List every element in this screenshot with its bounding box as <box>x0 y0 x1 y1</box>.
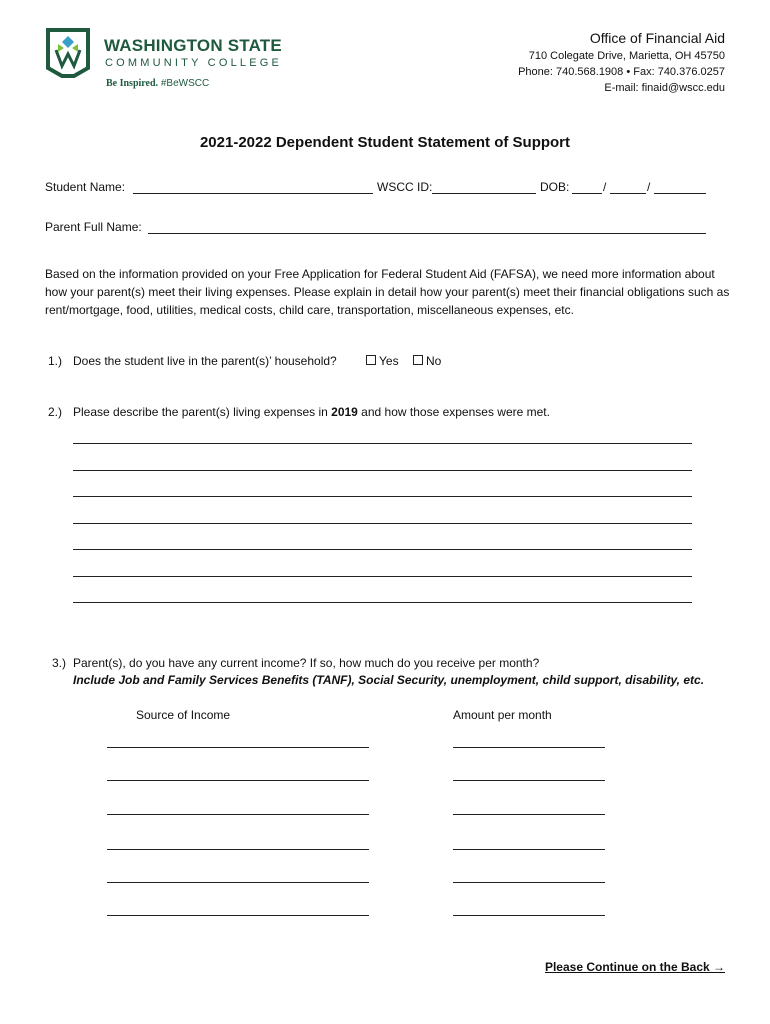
continue-on-back-note: Please Continue on the Back → <box>544 960 725 974</box>
q3-text: Parent(s), do you have any current income? If so, how much do you receive per month? <box>73 656 540 670</box>
office-address: 710 Colegate Drive, Marietta, OH 45750 <box>528 50 725 62</box>
q2-answer-line[interactable] <box>73 496 692 497</box>
q2-answer-line[interactable] <box>73 602 692 603</box>
dob-month-field[interactable] <box>572 193 602 194</box>
q2-number: 2.) <box>48 405 63 419</box>
q2-text <box>73 405 550 419</box>
dob-separator-1: / <box>603 180 607 194</box>
dob-separator-2: / <box>647 180 651 194</box>
college-tagline <box>106 78 209 89</box>
q2-answer-line[interactable] <box>73 576 692 577</box>
office-phone-fax: Phone: 740.568.1908 • Fax: 740.376.0257 <box>518 66 725 78</box>
parent-name-label: Parent Full Name: <box>45 220 142 234</box>
q2-answer-line[interactable] <box>73 549 692 550</box>
q2-text-before: Please describe the parent(s) living expenses in <box>73 405 332 419</box>
income-source-field[interactable] <box>107 814 369 815</box>
no-checkbox[interactable] <box>413 355 423 365</box>
q1-text: Does the student live in the parent(s)’ household? <box>73 354 337 368</box>
q2-year: 2019 <box>331 405 358 419</box>
dob-day-field[interactable] <box>610 193 646 194</box>
income-amount-field[interactable] <box>453 915 605 916</box>
yes-checkbox[interactable] <box>366 355 376 365</box>
office-email: E-mail: finaid@wscc.edu <box>604 82 725 94</box>
tagline-bold: Be Inspired. <box>106 78 159 89</box>
wscc-id-label: WSCC ID: <box>377 180 433 194</box>
q2-answer-line[interactable] <box>73 523 692 524</box>
q1-no-option[interactable] <box>413 354 441 368</box>
q2-text-after: and how those expenses were met. <box>357 405 550 419</box>
parent-name-field[interactable] <box>148 233 706 234</box>
college-logo-icon <box>44 26 92 80</box>
q2-answer-line[interactable] <box>73 443 692 444</box>
intro-paragraph: Based on the information provided on your Free Application for Federal Student Aid (FAFSA), we need more information about how your parent(s) meet their living expenses. Please explain in detail how your parent(s) meet their financial obligations such as rent/mortgage, food, utilities, medical costs, child care, transportation, miscellaneous expenses, etc. <box>45 267 730 317</box>
q1-yes-option[interactable] <box>366 354 399 368</box>
income-amount-field[interactable] <box>453 780 605 781</box>
income-amount-field[interactable] <box>453 814 605 815</box>
student-name-label: Student Name: <box>45 180 126 194</box>
college-name: WASHINGTON STATE <box>104 36 282 55</box>
source-of-income-header: Source of Income <box>136 708 231 722</box>
q3-note: Include Job and Family Services Benefits (TANF), Social Security, unemployment, child support, disability, etc. <box>73 673 705 687</box>
income-source-field[interactable] <box>107 747 369 748</box>
income-source-field[interactable] <box>107 882 369 883</box>
q2-answer-line[interactable] <box>73 470 692 471</box>
income-source-field[interactable] <box>107 915 369 916</box>
yes-label: Yes <box>379 354 399 368</box>
college-subtitle: COMMUNITY COLLEGE <box>105 57 283 69</box>
office-name: Office of Financial Aid <box>589 30 725 46</box>
dob-year-field[interactable] <box>654 193 706 194</box>
income-amount-field[interactable] <box>453 882 605 883</box>
q3-number: 3.) <box>52 656 67 670</box>
tagline-hash: #BeWSCC <box>160 78 210 89</box>
form-title: 2021-2022 Dependent Student Statement of Support <box>199 134 571 151</box>
income-source-field[interactable] <box>107 780 369 781</box>
no-label: No <box>426 354 442 368</box>
amount-per-month-header: Amount per month <box>453 708 552 722</box>
q1-number: 1.) <box>48 354 63 368</box>
income-amount-field[interactable] <box>453 747 605 748</box>
wscc-id-field[interactable] <box>432 193 536 194</box>
dob-label: DOB: <box>540 180 570 194</box>
income-source-field[interactable] <box>107 849 369 850</box>
income-amount-field[interactable] <box>453 849 605 850</box>
student-name-field[interactable] <box>133 193 373 194</box>
